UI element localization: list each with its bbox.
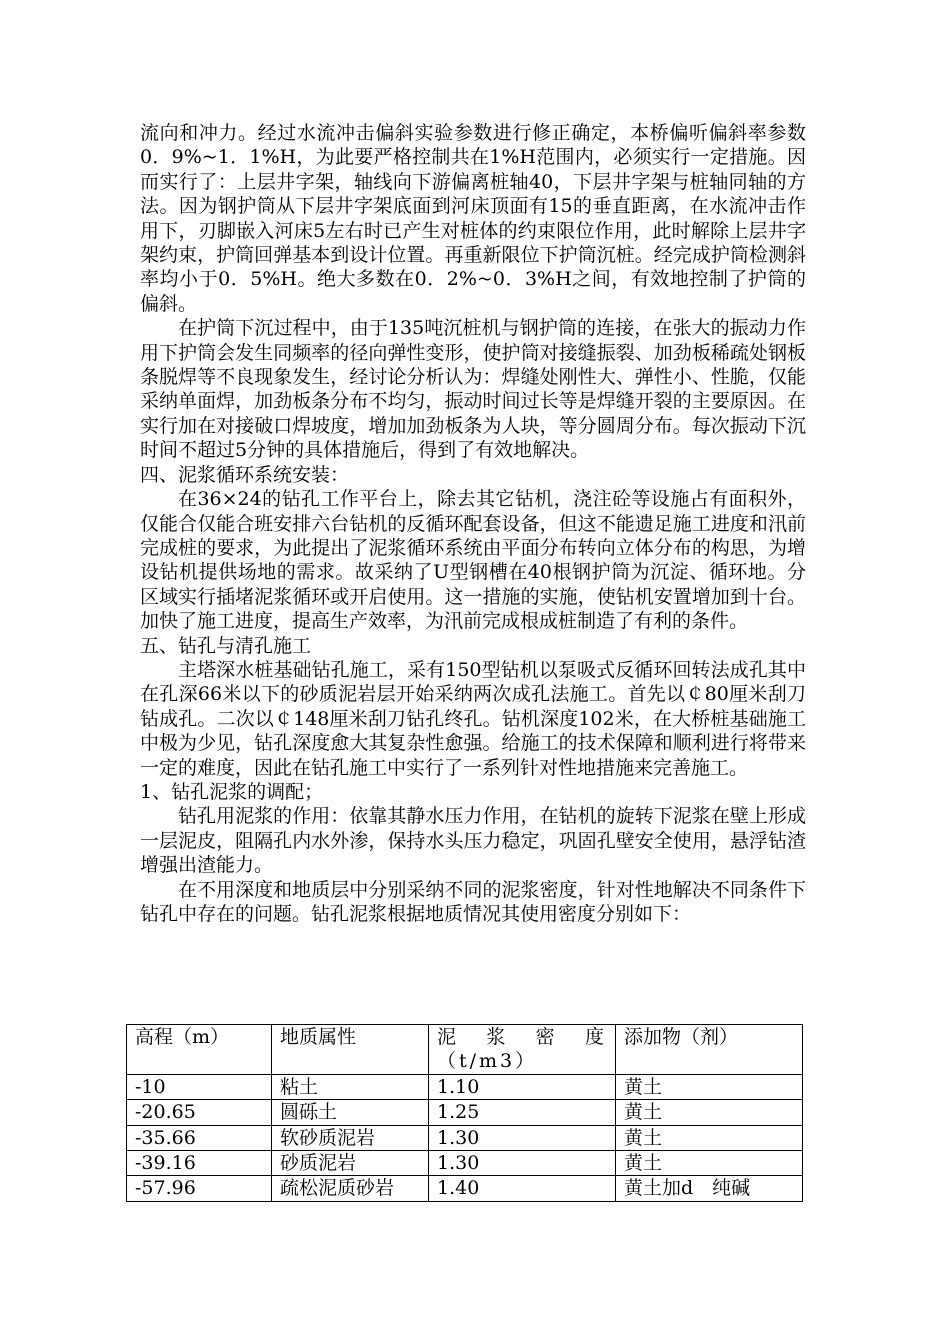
cell-mud-density: 1.30 [429,1125,616,1150]
section-heading-4: 四、泥浆循环系统安装： [140,463,350,486]
cell-geology: 粘土 [272,1074,429,1099]
cell-mud-density: 1.30 [429,1151,616,1176]
header-elevation: 高程（m） [127,1025,272,1075]
cell-mud-density: 1.10 [429,1074,616,1099]
section-heading-5: 五、钻孔与清孔施工 [140,634,312,657]
table-row [127,1125,803,1150]
mud-density-table [126,1024,803,1202]
paragraph-5: 钻孔用泥浆的作用：依靠其静水压力作用，在钻机的旋转下泥浆在壁上形成一层泥皮，阻隔孔内水外渗，保持水头压力稳定，巩固孔壁安全使用，悬浮钻渣增强出渣能力。 [140,805,806,877]
cell-elevation: -10 [127,1074,272,1099]
paragraph-1: 流向和冲力。经过水流冲击偏斜实验参数进行修正确定，本桥偏听偏斜率参数0．9%~1．1%H，为此要严格控制共在1%H范围内，必须实行一定措施。因而实行了：上层井字架，轴线向下游偏离桩轴40，下层井字架与桩轴同轴的方法。因为钢护筒从下层井字架底面到河床顶面有15的垂直距离，在水流冲击作用下，刃脚嵌入河床5左右时已产生对桩体的约束限位作用，此时解除上层井字架约束，护筒回弹基本到设计位置。再重新限位下护筒沉桩。经完成护筒检测斜率均小于0．5%H。绝大多数在0．2%~0．3%H之间，有效地控制了护筒的偏斜。 [140,122,806,315]
subsection-heading-1: 1、钻孔泥浆的调配； [140,780,324,803]
document-body [140,121,806,926]
table-row [127,1100,803,1125]
paragraph-2: 在护筒下沉过程中，由于135吨沉桩机与钢护筒的连接，在张大的振动力作用下护筒会发生同频率的径向弹性变形，使护筒对接缝振裂、加劲板稀疏处钢板条脱焊等不良现象发生，经讨论分析认为：焊缝处刚性大、弹性小、性脆，仅能采纳单面焊，加劲板条分布不均匀，振动时间过长等是焊缝开裂的主要原因。在实行加在对接破口焊坡度，增加加劲板条为人块，等分圆周分布。每次振动下沉时间不超过5分钟的具体措施后，得到了有效地解决。 [140,317,806,462]
cell-additive: 黄土 [616,1100,803,1125]
cell-additive: 黄土加d 纯碱 [616,1176,803,1201]
paragraph-6: 在不用深度和地质层中分别采纳不同的泥浆密度，针对性地解决不同条件下钻孔中存在的问题。钻孔泥浆根据地质情况其使用密度分别如下： [140,878,806,925]
cell-geology: 砂质泥岩 [272,1151,429,1176]
cell-elevation: -20.65 [127,1100,272,1125]
header-additive: 添加物（剂） [616,1025,803,1075]
cell-elevation: -57.96 [127,1176,272,1201]
cell-additive: 黄土 [616,1074,803,1099]
cell-geology: 软砂质泥岩 [272,1125,429,1150]
cell-geology: 圆砾土 [272,1100,429,1125]
cell-elevation: -39.16 [127,1151,272,1176]
cell-additive: 黄土 [616,1151,803,1176]
table-row [127,1176,803,1201]
paragraph-3: 在36×24的钻孔工作平台上，除去其它钻机，浇注砼等设施占有面积外，仅能合仅能合班安排六台钻机的反循环配套设备，但这不能遗足施工进度和汛前完成桩的要求，为此提出了泥浆循环系统由平面分布转向立体分布的构思，为增设钻机提供场地的需求。故采纳了U型钢槽在40根钢护筒为沉淀、循环地。分区域实行插堵泥浆循环或开启使用。这一措施的实施，使钻机安置增加到十台。加快了施工进度，提高生产效率，为汛前完成根成桩制造了有利的条件。 [140,488,806,633]
cell-geology: 疏松泥质砂岩 [272,1176,429,1201]
table-row [127,1151,803,1176]
table-row [127,1074,803,1099]
table-header-row [127,1025,803,1075]
header-mud-density: 泥浆密度（t/m3） [429,1025,616,1075]
cell-mud-density: 1.40 [429,1176,616,1201]
header-geology: 地质属性 [272,1025,429,1075]
paragraph-4: 主塔深水桩基础钻孔施工，采有150型钻机以泵吸式反循环回转法成孔其中在孔深66米以下的砂质泥岩层开始采纳两次成孔法施工。首先以￠80厘米刮刀钻成孔。二次以￠148厘米刮刀钻孔终孔。钻机深度102米，在大桥桩基础施工中极为少见，钻孔深度愈大其复杂性愈强。给施工的技术保障和顺利进行将带来一定的难度，因此在钻孔施工中实行了一系列针对性地措施来完善施工。 [140,658,806,779]
cell-elevation: -35.66 [127,1125,272,1150]
cell-additive: 黄土 [616,1125,803,1150]
cell-mud-density: 1.25 [429,1100,616,1125]
